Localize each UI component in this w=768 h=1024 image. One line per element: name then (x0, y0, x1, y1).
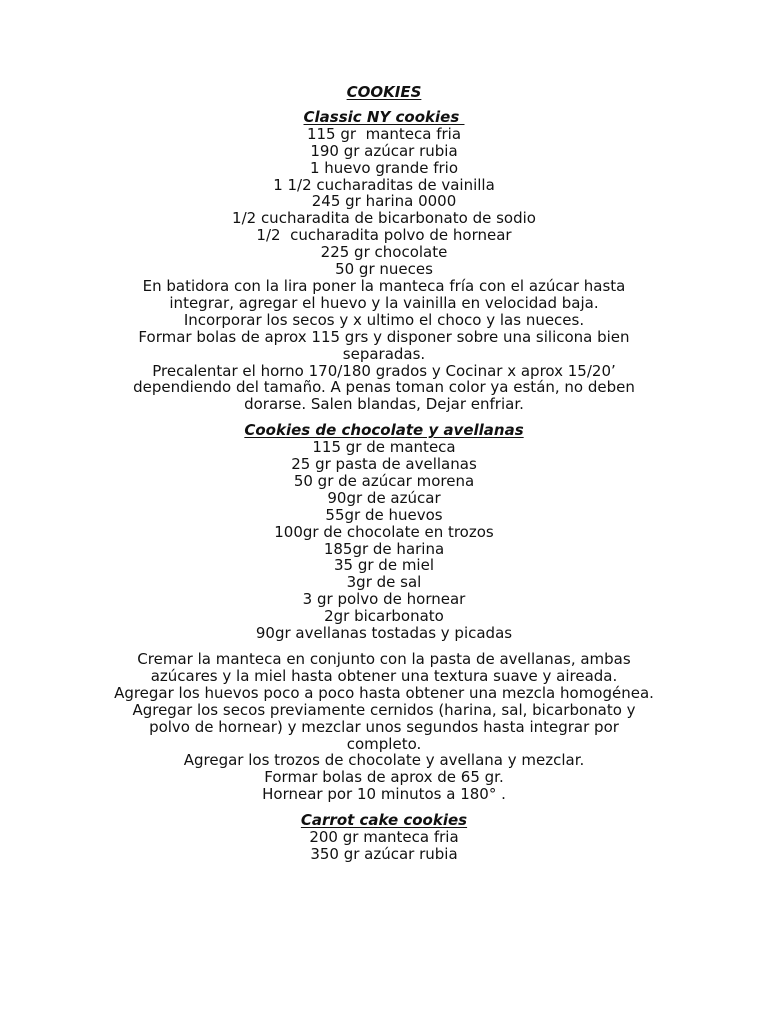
step-paragraph: Agregar los secos previamente cernidos (harina, sal, bicarbonato y polvo de hornear) y mezclar unos segundos hasta integrar por completo. (132, 700, 636, 753)
recipe-document (110, 84, 658, 863)
ingredient-item: 350 gr azúcar rubia (310, 844, 458, 863)
document-title: COOKIES (346, 83, 422, 101)
ingredient-item: 1 huevo grande frio (309, 158, 459, 177)
ingredient-item: 115 gr manteca fria (306, 124, 462, 143)
ingredient-item: 50 gr de azúcar morena (293, 471, 475, 490)
ingredient-list-classic-ny (110, 126, 658, 278)
ingredient-item: 90gr de azúcar (327, 488, 441, 507)
step-paragraph: En batidora con la lira poner la manteca fría con el azúcar hasta integrar, agregar el huevo y la vainilla en velocidad baja. (142, 276, 626, 312)
step-paragraph: Precalentar el horno 170/180 grados y Cocinar x aprox 15/20’ dependiendo del tamaño. A penas toman color ya están, no deben dorarse. Salen blandas, Dejar enfriar. (133, 361, 635, 414)
step-paragraph: Agregar los trozos de chocolate y avellana y mezclar. (183, 751, 585, 770)
steps-classic-ny (110, 278, 658, 413)
step-paragraph: Cremar la manteca en conjunto con la pasta de avellanas, ambas azúcares y la miel hasta obtener una textura suave y aireada. (137, 650, 631, 685)
ingredient-item: 2gr bicarbonato (324, 607, 444, 626)
step-paragraph: Agregar los huevos poco a poco hasta obtener una mezcla homogénea. (114, 683, 654, 702)
ingredient-item: 3 gr polvo de hornear (302, 590, 466, 609)
steps-chocolate-avellanas (110, 651, 658, 803)
ingredient-item: 245 gr harina 0000 (311, 192, 457, 211)
ingredient-item: 35 gr de miel (333, 556, 434, 575)
section-heading-chocolate-avellanas: Cookies de chocolate y avellanas (244, 421, 524, 440)
step-paragraph: Formar bolas de aprox 115 grs y disponer sobre una silicona bien separadas. (138, 327, 630, 363)
step-paragraph: Hornear por 10 minutos a 180° . (262, 785, 506, 804)
ingredient-list-chocolate-avellanas (110, 439, 658, 642)
ingredient-list-carrot-cake (110, 829, 658, 863)
ingredient-item: 50 gr nueces (335, 260, 433, 279)
ingredient-item: 1/2 cucharadita de bicarbonato de sodio (232, 209, 536, 228)
ingredient-item: 1 1/2 cucharaditas de vainilla (273, 175, 495, 194)
ingredient-item: 3gr de sal (346, 573, 422, 592)
ingredient-item: 190 gr azúcar rubia (310, 141, 458, 160)
step-paragraph: Incorporar los secos y x ultimo el choco y las nueces. (183, 310, 585, 329)
ingredient-item: 115 gr de manteca (312, 438, 456, 457)
ingredient-item: 25 gr pasta de avellanas (291, 455, 477, 474)
ingredient-item: 200 gr manteca fria (309, 828, 459, 847)
ingredient-item: 100gr de chocolate en trozos (274, 522, 494, 541)
step-paragraph: Formar bolas de aprox de 65 gr. (264, 768, 504, 787)
section-heading-carrot-cake: Carrot cake cookies (300, 811, 468, 830)
ingredient-item: 90gr avellanas tostadas y picadas (255, 624, 513, 643)
section-heading-classic-ny: Classic NY cookies (303, 107, 465, 126)
ingredient-item: 55gr de huevos (325, 505, 443, 524)
ingredient-item: 185gr de harina (323, 539, 445, 558)
ingredient-item: 1/2 cucharadita polvo de hornear (256, 226, 512, 245)
ingredient-item: 225 gr chocolate (320, 243, 448, 262)
